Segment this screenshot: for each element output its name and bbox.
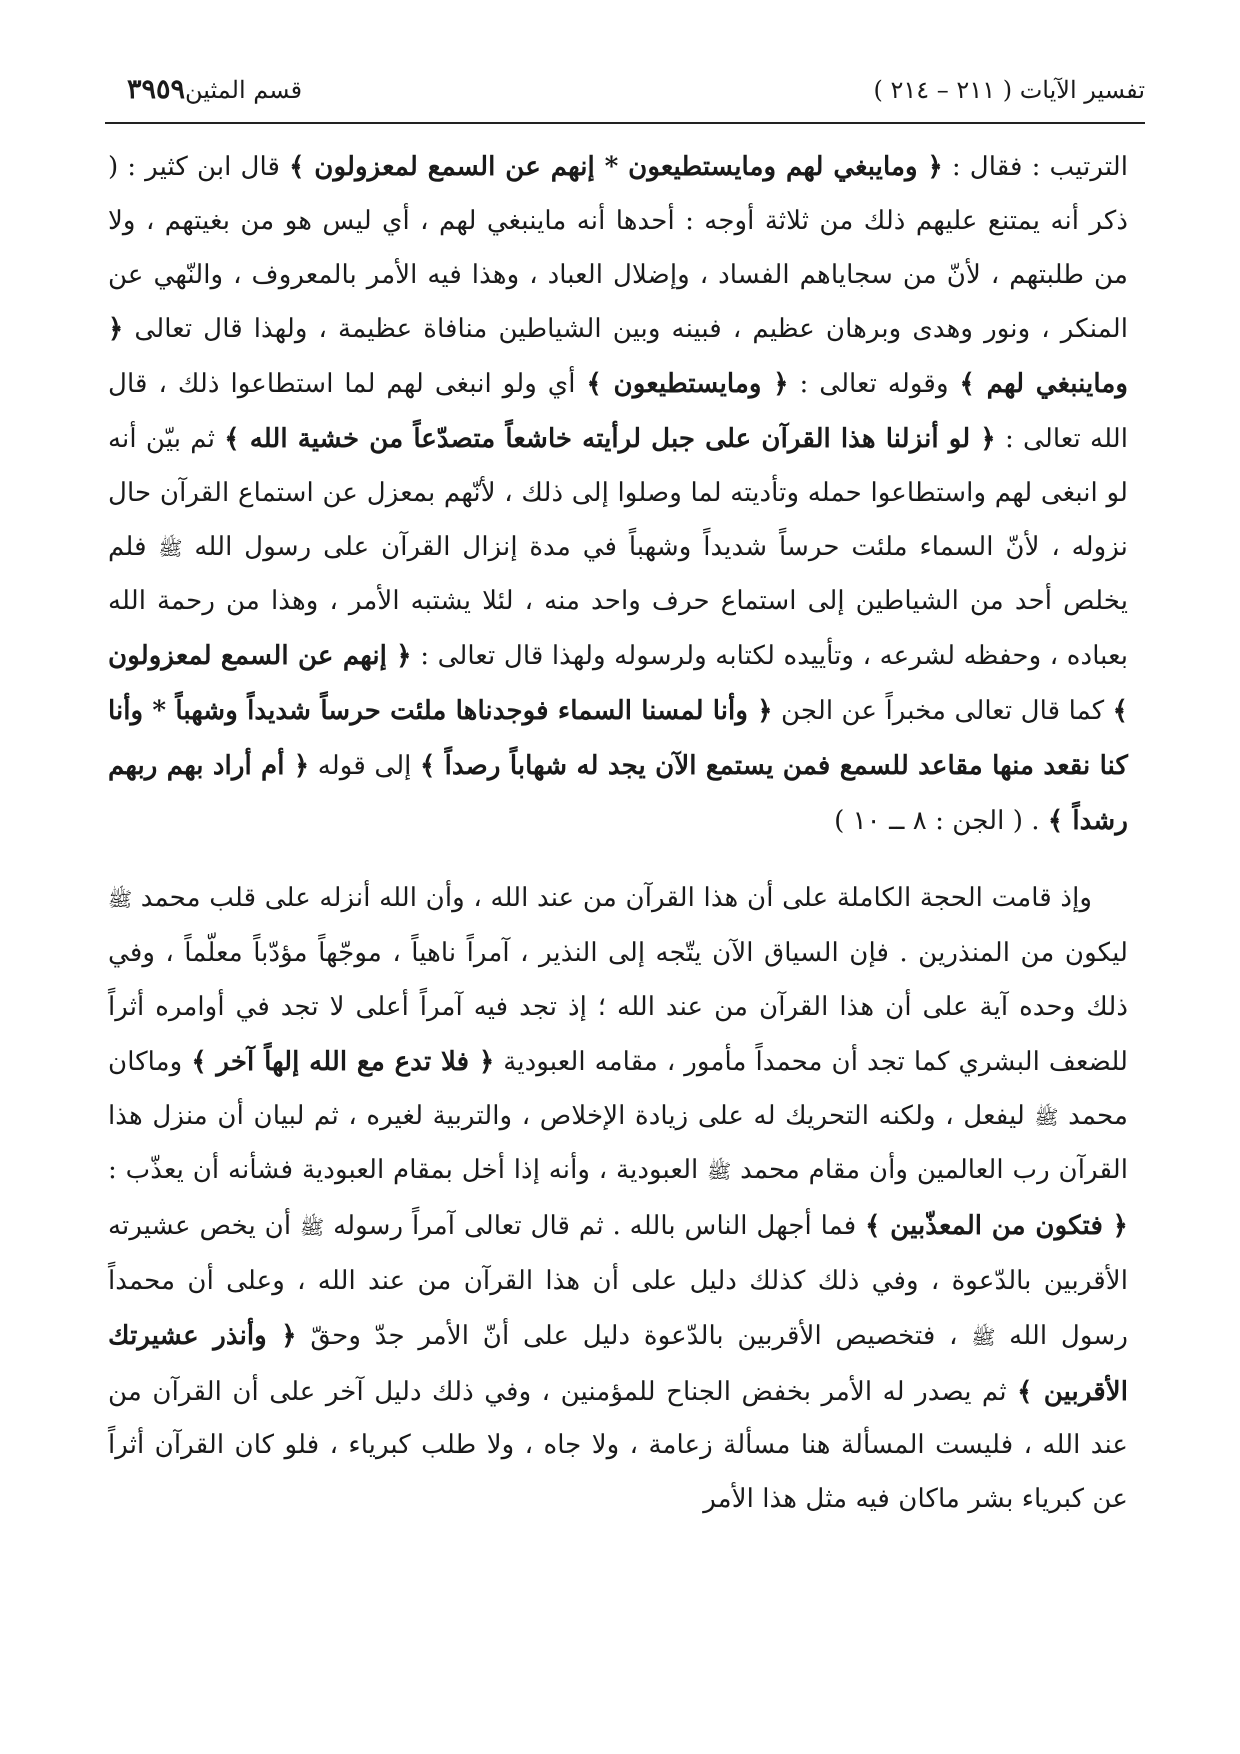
- page-body: [108, 140, 1128, 1527]
- header-title: تفسير الآيات ( ٢١١ – ٢١٤ ): [873, 76, 1145, 104]
- text-run: أي ولو انبغى لهم لما استطاعوا ذلك ، قال الله تعالى :: [108, 369, 1128, 454]
- page-number: ٣٩٥٩: [127, 74, 186, 105]
- quran-verse: ﴿ ومايبغي لهم ومايستطيعون * إنهم عن السمع لمعزولون ﴾: [289, 151, 943, 182]
- text-run: قال ابن كثير : ( ذكر أنه يمتنع عليهم ذلك من ثلاثة أوجه : أحدها أنه ماينبغي لهم ، أي ليس هو من بغيتهم ، ولا من طلبتهم ، لأنّ من سجاياهم الفساد ، وإضلال العباد ، وهذا فيه الأمر بالمعروف ، والنّهي عن المنكر ، ونور وهدى وبرهان عظيم ، فبينه وبين الشياطين منافاة عظيمة ، ولهذا قال تعالى: [108, 152, 1128, 345]
- text-run: وقوله تعالى :: [788, 369, 960, 400]
- salawat-glyph: ﷺ: [707, 1159, 732, 1184]
- quran-verse: ﴿ وأنا لمسنا السماء فوجدناها ملئت حرساً شديداً وشهباً * وأنا كنا نقعد منها مقاعد للسمع فمن يستمع الآن يجد له شهاباً رصداً ﴾: [108, 694, 1128, 781]
- text-run: فلم يخلص أحد من الشياطين إلى استماع حرف واحد منه ، لئلا يشتبه الأمر ، وهذا من رحمة الله بعباده ، وحفظه لشرعه ، وتأييده لكتابه ولرسوله ولهذا قال تعالى :: [108, 531, 1128, 672]
- header-section: قسم المثين: [185, 76, 303, 104]
- quran-verse: ﴿ فلا تدع مع الله إلهاً آخر ﴾: [191, 1045, 495, 1077]
- quran-verse: ﴿ وماينبغي لهم ﴾: [108, 313, 1128, 400]
- paragraph-1: [108, 140, 1128, 848]
- text-run: كما قال تعالى مخبراً عن الجن: [772, 695, 1113, 726]
- text-run: وإذ قامت الحجة الكاملة على أن هذا القرآن من عند الله ، وأن الله أنزله على قلب محمد: [132, 883, 1092, 914]
- quran-verse: ﴿ ومايستطيعون ﴾: [586, 368, 789, 400]
- text-run: ليكون من المنذرين . فإن السياق الآن يتّجه إلى النذير ، آمراً ناهياً ، موجّهاً مؤدّباً معلّماً ، وفي ذلك وحده آية على أن هذا القرآن من عند الله ؛ إذ تجد فيه آمراً أعلى لا تجد في أوامره أثراً للضعف البشري كما تجد أن محمداً مأمور ، مقامه العبودية: [108, 938, 1129, 1077]
- salawat-glyph: ﷺ: [300, 1215, 325, 1240]
- salawat-glyph: ﷺ: [158, 535, 183, 560]
- header-divider: [105, 122, 1145, 124]
- text-run: ثم بيّن أنه لو انبغى لهم واستطاعوا حمله وتأديته لما وصلوا إلى ذلك ، لأنّهم بمعزل عن استماع القرآن حال نزوله ، لأنّ السماء ملئت حرساً شديداً وشهباً في مدة إنزال القرآن على رسول الله: [108, 423, 1128, 562]
- text-run: ليفعل ، ولكنه التحريك له على زيادة الإخلاص ، والتربية لغيره ، ثم لبيان أن منزل هذا القرآن رب العالمين وأن مقام محمد: [108, 1100, 1128, 1186]
- quran-verse: ﴿ إنهم عن السمع لمعزولون ﴾: [108, 640, 1128, 726]
- paragraph-2: [108, 872, 1128, 1527]
- text-run: . ( الجن : ٨ ــ ١٠ ): [834, 805, 1048, 836]
- salawat-glyph: ﷺ: [1034, 1104, 1059, 1129]
- salawat-glyph: ﷺ: [971, 1324, 996, 1349]
- text-run: العبودية ، وأنه إذا أخل بمقام العبودية فشأنه أن يعذّب :: [108, 1155, 708, 1186]
- text-run: أن يخص عشيرته الأقربين بالدّعوة ، وفي ذلك كذلك دليل على أن هذا القرآن من عند الله ، وعلى أن محمداً رسول الله: [108, 1211, 1128, 1351]
- page-header: [105, 70, 1145, 110]
- text-run: إلى قوله: [309, 750, 420, 781]
- text-run: ثم يصدر له الأمر بخفض الجناح للمؤمنين ، وفي ذلك دليل آخر على أن القرآن من عند الله ، فليست المسألة هنا مسألة زعامة ، ولا جاه ، ولا طلب كبرياء ، فلو كان القرآن أثراً عن كبرياء بشر ماكان فيه مثل هذا الأمر: [108, 1376, 1128, 1515]
- text-run: ، فتخصيص الأقربين بالدّعوة دليل على أنّ الأمر جدّ وحقّ: [296, 1320, 972, 1351]
- quran-verse: ﴿ وأنذر عشيرتك الأقربين ﴾: [108, 1319, 1129, 1407]
- salawat-glyph: ﷺ: [108, 887, 133, 912]
- header-meta: [105, 74, 302, 105]
- text-run: وماكان محمد: [108, 1046, 1128, 1131]
- text-run: الترتيب : فقال :: [942, 152, 1128, 182]
- quran-verse: ﴿ أم أراد بهم ربهم رشداً ﴾: [108, 749, 1128, 836]
- quran-verse: ﴿ لو أنزلنا هذا القرآن على جبل لرأيته خاشعاً متصدّعاً من خشية الله ﴾: [224, 422, 996, 454]
- text-run: فما أجهل الناس بالله . ثم قال تعالى آمراً رسوله: [324, 1211, 866, 1242]
- quran-verse: ﴿ فتكون من المعذّبين ﴾: [865, 1210, 1128, 1242]
